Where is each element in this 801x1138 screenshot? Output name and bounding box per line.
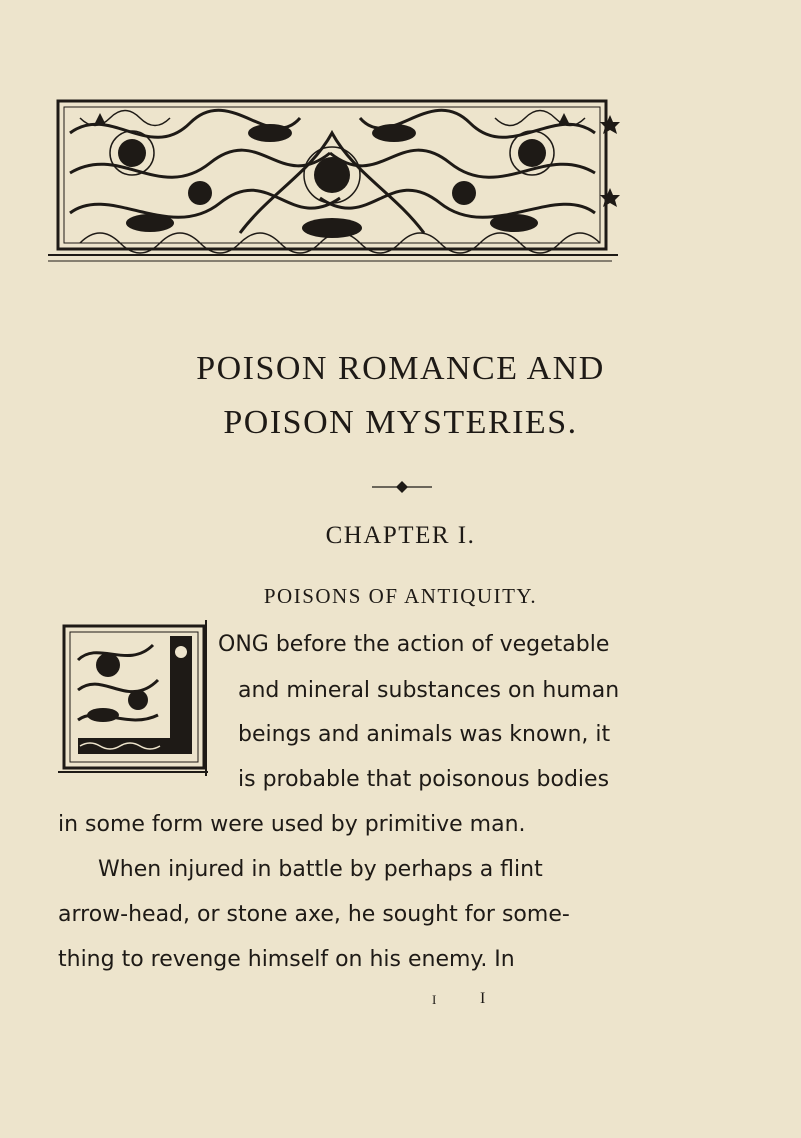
signature-mark: I [432,992,437,1007]
body-line-7: arrow-head, or stone axe, he sought for some- [58,902,570,927]
ornamental-initial-icon [58,607,218,778]
book-title-line-2: POISON MYSTERIES. [223,404,578,441]
body-line-1: ONG before the action of vegetable [218,632,610,657]
body-line-6: When injured in battle by perhaps a flint [98,857,543,882]
chapter-subtitle: POISONS OF ANTIQUITY. [263,584,538,608]
page-number: I [480,990,486,1007]
body-line-5: in some form were used by primitive man. [58,812,526,837]
diamond-rule-icon [370,478,434,496]
body-line-8: thing to revenge himself on his enemy. In [58,947,515,972]
floral-headpiece-icon [40,93,625,268]
body-line-4: is probable that poisonous bodies [238,767,610,792]
chapter-heading: CHAPTER I. [325,522,476,549]
book-title-line-1: POISON ROMANCE AND [196,350,605,387]
body-line-3: beings and animals was known, it [238,722,611,747]
drop-cap-letter: L [58,607,68,624]
body-line-2: and mineral substances on human [238,678,620,703]
